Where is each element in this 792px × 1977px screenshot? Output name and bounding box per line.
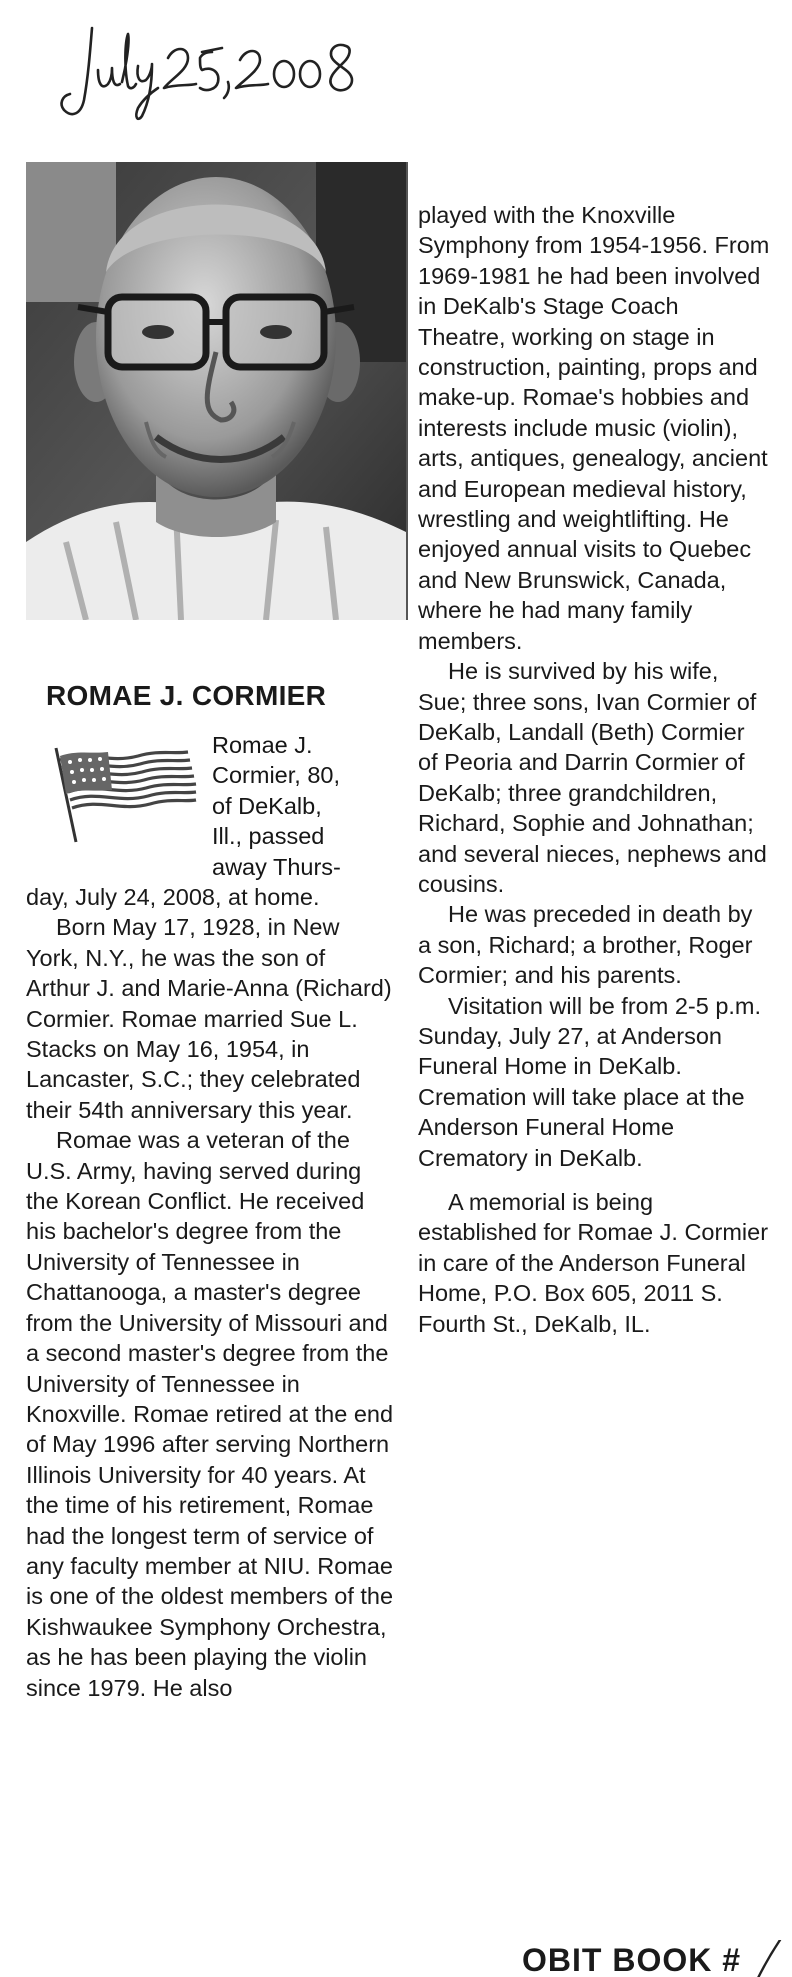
paragraph-interests: played with the Knoxville Symphony from 1954-1956. From 1969-1981 he had been involved in DeKalb's Stage Coach Theatre, working on stage in construction, painting, props and make-up. Romae's hobbies and interests include music (violin), arts, antiques, genealogy, ancient and European medieval history, wrestling and weightlifting. He enjoyed annual visits to Quebec and New Brunswick, Canada, where he had many family members. xyxy=(418,202,770,654)
american-flag-icon xyxy=(48,742,198,848)
obituary-left-column xyxy=(26,882,394,1703)
paragraph-visitation: Visitation will be from 2-5 p.m. Sunday, July 27, at Anderson Funeral Home in DeKalb. Cremation will take place at the Anderson Funeral Home Crematory in DeKalb. xyxy=(418,992,762,1171)
obituary-right-column xyxy=(418,200,770,1339)
obituary-headline: ROMAE J. CORMIER xyxy=(46,680,327,711)
intro-line: Ill., passed xyxy=(212,823,325,850)
paragraph-preceded: He was preceded in death by a son, Richard; a brother, Roger Cormier; and his parents. xyxy=(418,901,753,989)
paragraph-birth-marriage: Born May 17, 1928, in New York, N.Y., he was the son of Arthur J. and Marie-Anna (Richard) Cormier. Romae married Sue L. Stacks on May 16, 1954, in Lancaster, S.C.; they celebrated their 54th anniversary this year. xyxy=(26,914,392,1123)
handwritten-mark-icon xyxy=(746,1940,786,1977)
handwritten-date xyxy=(26,8,386,128)
obit-book-stamp: OBIT BOOK # xyxy=(522,1940,792,1977)
portrait-photo xyxy=(26,162,408,620)
paragraph-career: Romae was a veteran of the U.S. Army, having served during the Korean Conflict. He received his bachelor's degree from the University of Tennessee in Chattanooga, a master's degree from the University of Missouri and a second master's degree from the University of Tennessee in Knoxville. Romae retired at the end of May 1996 after serving Northern Illinois University for 40 years. At the time of his retirement, Romae had the longest term of service of any faculty member at NIU. Romae is one of the oldest members of the Kishwaukee Symphony Orchestra, as he has been playing the violin since 1979. He also xyxy=(26,1127,394,1701)
paragraph-death-notice: day, July 24, 2008, at home. xyxy=(26,884,320,910)
paragraph-survivors: He is survived by his wife, Sue; three sons, Ivan Cormier of DeKalb, Landall (Beth) Cormier of Peoria and Darrin Cormier of DeKalb; three grandchildren, Richard, Sophie and Johnathan; and several nieces, nephews and cousins. xyxy=(418,658,767,897)
paragraph-memorial: A memorial is being established for Romae J. Cormier in care of the Anderson Funeral Home, P.O. Box 605, 2011 S. Fourth St., DeKalb, IL. xyxy=(418,1189,769,1337)
intro-line: Romae J. xyxy=(212,732,313,758)
intro-line: away Thurs- xyxy=(212,853,341,880)
obituary-intro xyxy=(212,730,412,882)
intro-line: of DeKalb, xyxy=(212,792,322,819)
intro-line: Cormier, 80, xyxy=(212,762,340,789)
